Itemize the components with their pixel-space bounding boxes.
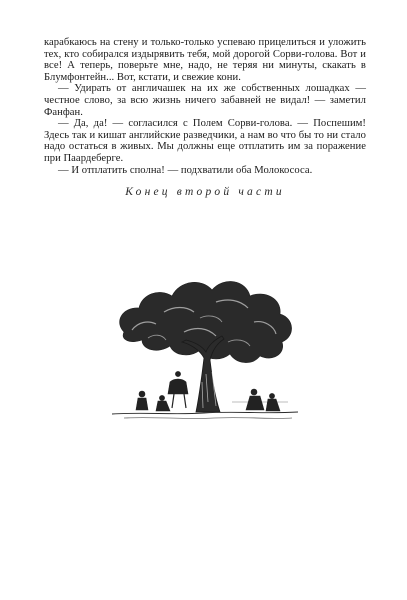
paragraph-sorvi-golova-reply: — Да, да! — согласился с Полем Сорви-голова. — Поспешим! Здесь так и кишат английские разведчики, а нам во что бы то ни стало надо остаться в живых. Мы должны еще отплатить им за поражение при Паардеберге. [44,118,366,164]
part-end-heading: Конец второй части [125,186,285,199]
paragraph-molokososy-reply: — И отплатить сполна! — подхватили оба Молокососа. [58,164,313,176]
paragraph-continuation: карабкаюсь на стену и только-только успеваю прицелиться и уложить тех, кто собирался издырявить тебя, мой дорогой Сорви-голова. Вот и все! А теперь, поверьте мне, надо, не теряя ни минуты, скакать в Блумфонтейн... Вот, кстати, и свежие кони. [44,37,366,83]
paragraph-fanfan-remark: — Удирать от англичашек на их же собственных лошадках — честное слово, за всю жизнь ничего забавней не видал! — заметил Фанфан. [44,83,366,118]
ground [112,412,298,418]
figures-right [232,389,288,411]
tree-illustration [104,262,304,427]
book-page [44,37,366,198]
figures-left [136,371,188,411]
tree-canopy [120,281,292,362]
